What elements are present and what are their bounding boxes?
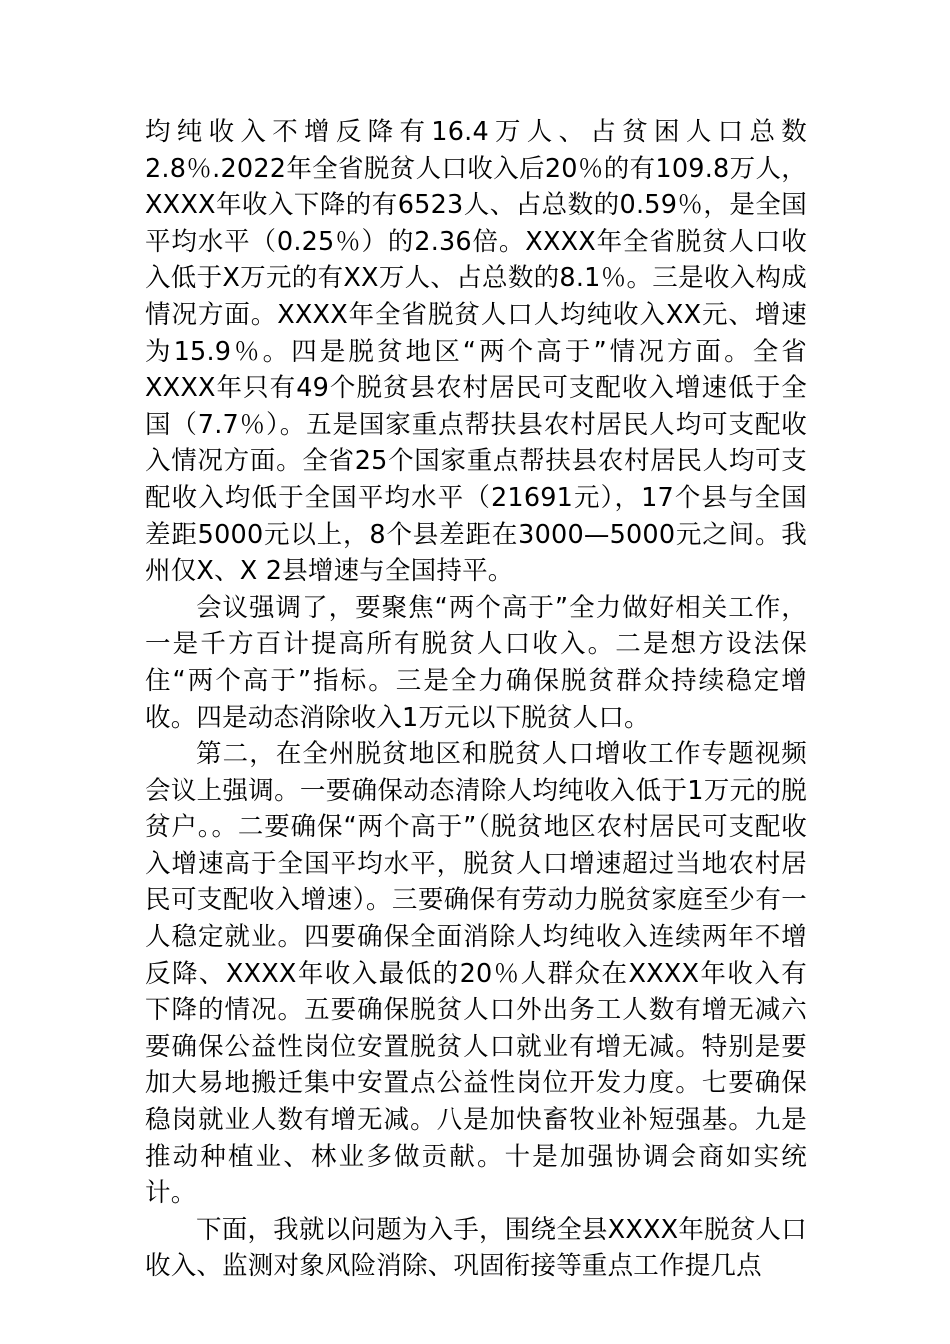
paragraph-income-statistics: 均纯收入不增反降有16.4万人、占贫困人口总数2.8％.2022年全省脱贫人口收入后20％的有109.8万人，XXXX年收入下降的有6523人、占总数的0.59％，是全国平均水平（0.25％）的2.36倍。XXXX年全省脱贫人口收入低于X万元的有XX万人、占总数的8.1％。三是收入构成情况方面。XXXX年全省脱贫人口人均纯收入XX元、增速为15.9％。四是脱贫地区“两个高于”情况方面。全省XXXX年只有49个脱贫县农村居民可支配收入增速低于全国（7.7％）。五是国家重点帮扶县农村居民人均可支配收入情况方面。全省25个国家重点帮扶县农村居民人均可支配收入均低于全国平均水平（21691元），17个县与全国差距5000元以上，8个县差距在3000—5000元之间。我州仅X、X 2县增速与全国持平。 (145, 117, 807, 587)
paragraph-meeting-emphasis: 会议强调了，要聚焦“两个高于”全力做好相关工作，一是千方百计提高所有脱贫人口收入。二是想方设法保住“两个高于”指标。三是全力确保脱贫群众持续稳定增收。四是动态消除收入1万元以下脱贫人口。 (145, 592, 807, 733)
document-body (145, 114, 807, 1285)
paragraph-video-conference: 第二，在全州脱贫地区和脱贫人口增收工作专题视频会议上强调。一要确保动态清除人均纯收入低于1万元的脱贫户。。二要确保“两个高于”（脱贫地区农村居民可支配收入增速高于全国平均水平，脱贫人口增速超过当地农村居民可支配收入增速）。三要确保有劳动力脱贫家庭至少有一人稳定就业。四要确保全面消除人均纯收入连续两年不增反降、XXXX年收入最低的20％人群众在XXXX年收入有下降的情况。五要确保脱贫人口外出务工人数有增无减六要确保公益性岗位安置脱贫人口就业有增无减。特别是要加大易地搬迁集中安置点公益性岗位开发力度。七要确保稳岗就业人数有增无减。八是加快畜牧业补短强基。九是推动种植业、林业多做贡献。十是加强协调会商如实统计。 (145, 739, 807, 1209)
paragraph-following-points: 下面，我就以问题为入手，围绕全县XXXX年脱贫人口收入、监测对象风险消除、巩固衔接等重点工作提几点 (145, 1214, 807, 1282)
